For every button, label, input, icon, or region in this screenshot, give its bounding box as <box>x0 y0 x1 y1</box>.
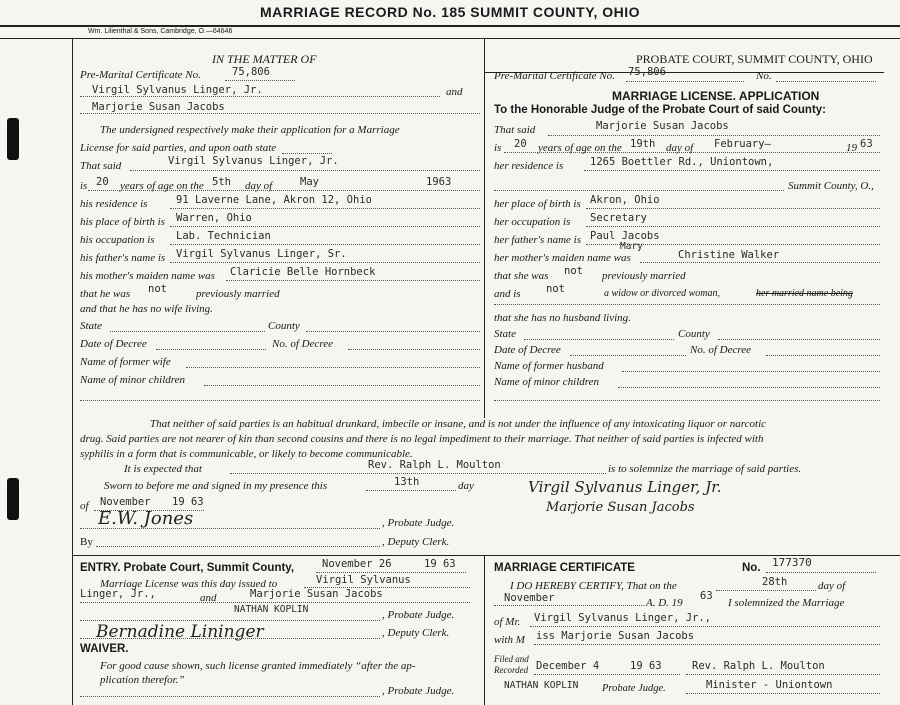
prev-married-label: that he was <box>80 288 131 300</box>
cert-probate-label: Probate Judge. <box>602 683 666 694</box>
rule <box>570 355 686 356</box>
r-that-said: That said <box>494 124 536 136</box>
day-of-label: day of <box>245 180 273 192</box>
entry-groom-a: Virgil Sylvanus <box>316 574 411 586</box>
groom-mother: Claricie Belle Hornbeck <box>230 266 376 278</box>
entry-title: ENTRY. Probate Court, Summit County, <box>80 562 295 574</box>
bride-birth-year: 63 <box>860 138 873 150</box>
bride-birth-day: 19th <box>630 138 656 150</box>
expected-label: It is expected that <box>124 463 202 475</box>
bride-mother-rest: Christine Walker <box>678 249 780 261</box>
r-state-label: State <box>494 328 516 340</box>
struck-married-name: her married name being <box>756 288 853 299</box>
waiver-line-1: For good cause shown, such license granted immediately “after the ap- <box>100 660 416 672</box>
r-no-decree-label: No. of Decree <box>690 344 751 356</box>
r-day-of-label: day of <box>666 142 694 154</box>
rule <box>534 674 680 675</box>
r-year-prefix: 19 <box>846 142 857 154</box>
rule <box>170 208 480 209</box>
rule <box>204 385 480 386</box>
entry-bride: Marjorie Susan Jacobs <box>250 588 383 600</box>
rule <box>80 113 480 114</box>
r-years-label: years of age on the <box>538 142 622 154</box>
rule <box>110 331 265 332</box>
affidavit-line-2: drug. Said parties are not nearer of kin than second cousins and there is no legal impediment to their marriage. That neither of said parties is infected with <box>80 433 764 445</box>
state-label: State <box>80 320 102 332</box>
no-husband-text: that she has no husband living. <box>494 312 631 324</box>
rule <box>96 546 380 547</box>
that-said-label: That said <box>80 160 122 172</box>
probate-judge-label: , Probate Judge. <box>382 517 455 529</box>
entry-deputy-label: , Deputy Clerk. <box>382 627 450 639</box>
rule <box>534 644 880 645</box>
r-cert-number: 75,806 <box>628 66 666 78</box>
cert-judge: NATHAN KOPLIN <box>504 680 579 691</box>
decree-label: Date of Decree <box>80 338 147 350</box>
r-residence-label: her residence is <box>494 160 564 172</box>
cert-groom: Virgil Sylvanus Linger, Jr., <box>534 612 712 624</box>
r-mother-label: her mother's maiden name was <box>494 252 631 264</box>
rule <box>584 170 880 171</box>
bride-father: Paul Jacobs <box>590 230 660 242</box>
entry-and: and <box>200 592 217 604</box>
recorded-year: 19 63 <box>630 660 662 672</box>
r-father-label: her father's name is <box>494 234 581 246</box>
rule <box>494 605 644 606</box>
rule <box>80 528 380 529</box>
rule <box>156 349 266 350</box>
rule <box>88 190 480 191</box>
deputy-signature: Bernadine Lininger <box>96 622 264 642</box>
rule <box>776 81 876 82</box>
entry-probate-label: , Probate Judge. <box>382 609 455 621</box>
application-title: MARRIAGE LICENSE. APPLICATION <box>612 89 820 103</box>
rule <box>494 400 880 401</box>
r-cert-label: Pre-Marital Certificate No. <box>494 70 615 82</box>
rule <box>366 490 456 491</box>
groom-signature: Virgil Sylvanus Linger, Jr. <box>528 478 722 496</box>
app-text: The undersigned respectively make their application for a Marriage <box>100 124 400 136</box>
rule <box>170 226 480 227</box>
r-county-label: County <box>678 328 710 340</box>
court-heading: PROBATE COURT, SUMMIT COUNTY, OHIO <box>636 52 873 66</box>
issued-text: Marriage License was this day issued to <box>100 578 278 590</box>
rule <box>530 626 880 627</box>
filed-label: Filed and <box>494 654 529 664</box>
rule <box>716 590 816 591</box>
rule <box>282 153 332 154</box>
cert-officiant: Rev. Ralph L. Moulton <box>692 660 825 672</box>
waiver-probate-label: , Probate Judge. <box>382 685 455 697</box>
bride-not: not <box>564 265 583 277</box>
affidavit-line-1: That neither of said parties is an habitual drunkard, imbecile or insane, and is not under the influence of any intoxicating liquor or narcotic <box>150 418 767 430</box>
rule <box>80 400 480 401</box>
column-divider <box>484 556 485 705</box>
county-label: County <box>268 320 300 332</box>
bride-name: Marjorie Susan Jacobs <box>92 101 225 113</box>
rule <box>686 674 880 675</box>
certificate-number: 177370 <box>772 556 812 569</box>
rule <box>80 696 380 697</box>
bride-mother-first: Mary <box>620 241 643 252</box>
entry-year: 19 63 <box>424 558 456 570</box>
waiver-line-2: plication therefor.” <box>100 674 185 686</box>
header-rule <box>0 25 900 27</box>
groom-name: Virgil Sylvanus Linger, Jr. <box>92 84 263 96</box>
rule <box>225 80 295 81</box>
rule <box>766 572 876 573</box>
bride-age: 20 <box>514 138 527 150</box>
rule <box>766 355 880 356</box>
groom-father: Virgil Sylvanus Linger, Sr. <box>176 248 347 260</box>
sworn-year: 19 63 <box>172 496 204 508</box>
left-margin-rule <box>72 38 73 705</box>
and-is-label: and is <box>494 288 521 300</box>
entry-date: November 26 <box>322 558 392 570</box>
with-label: with M <box>494 634 525 646</box>
rule <box>186 367 480 368</box>
rule <box>170 262 480 263</box>
bride-signature: Marjorie Susan Jacobs <box>546 500 695 515</box>
r-prev-married-label-b: previously married <box>602 270 686 282</box>
r-occupation-label: her occupation is <box>494 216 571 228</box>
r-birthplace-label: her place of birth is <box>494 198 581 210</box>
residence-label: his residence is <box>80 198 148 210</box>
cert-year: 63 <box>700 590 713 602</box>
cert-day: 28th <box>762 576 788 588</box>
bride-not-2: not <box>546 283 565 295</box>
cert-day-of: day of <box>818 580 846 592</box>
ad-label: A. D. 19 <box>646 597 683 609</box>
occupation-label: his occupation is <box>80 234 155 246</box>
r-no-label: No. <box>756 70 772 82</box>
rule <box>494 190 784 191</box>
r-prev-married-label: that she was <box>494 270 549 282</box>
prev-married-label-b: previously married <box>196 288 280 300</box>
affidavit-line-3: syphilis in a form that is communicable, or likely to become communicable. <box>80 448 413 460</box>
groom-birth-day: 5th <box>212 176 231 188</box>
mother-label: his mother's maiden name was <box>80 270 215 282</box>
matter-heading: IN THE MATTER OF <box>212 52 317 66</box>
rule <box>170 244 480 245</box>
rule <box>618 387 880 388</box>
no-wife-text: and that he has no wife living. <box>80 303 213 315</box>
r-minor-children-label: Name of minor children <box>494 376 599 388</box>
rule <box>640 262 880 263</box>
groom-birth-month: May <box>300 176 319 188</box>
groom-age: 20 <box>96 176 109 188</box>
and-label: and <box>446 86 463 98</box>
bride-name-2: Marjorie Susan Jacobs <box>596 120 729 132</box>
groom-residence: 91 Laverne Lane, Akron 12, Ohio <box>176 194 372 206</box>
groom-birthplace: Warren, Ohio <box>176 212 252 224</box>
rule <box>586 226 880 227</box>
by-label: By <box>80 536 93 548</box>
rule <box>504 152 880 153</box>
r-decree-label: Date of Decree <box>494 344 561 356</box>
officiant-name: Rev. Ralph L. Moulton <box>368 459 501 471</box>
groom-not: not <box>148 283 167 295</box>
rule <box>586 208 880 209</box>
rule <box>80 620 380 621</box>
rule <box>230 473 606 474</box>
punch-hole <box>7 118 19 160</box>
sworn-text: Sworn to before me and signed in my presence this <box>104 480 328 492</box>
cert-bride: iss Marjorie Susan Jacobs <box>536 630 695 642</box>
deputy-clerk-label: , Deputy Clerk. <box>382 536 450 548</box>
father-label: his father's name is <box>80 252 166 264</box>
rule <box>348 349 480 350</box>
top-rule <box>0 38 900 39</box>
day-label: day <box>458 480 474 492</box>
certificate-no-label: No. <box>742 562 761 574</box>
app-text: License for said parties, and upon oath state <box>80 142 277 154</box>
summit-label: Summit County, O., <box>788 180 874 192</box>
rule <box>494 304 880 305</box>
rule <box>622 371 880 372</box>
rule <box>80 602 470 603</box>
clerk-signature: E.W. Jones <box>98 508 194 529</box>
recorded-date: December 4 <box>536 660 600 672</box>
certify-text: I DO HEREBY CERTIFY, That on the <box>510 580 677 592</box>
cert-number: 75,806 <box>232 66 270 78</box>
minor-children-label: Name of minor children <box>80 374 185 386</box>
rule <box>80 638 380 639</box>
solemnize-text: is to solemnize the marriage of said parties. <box>608 463 802 475</box>
bride-birth-month: February— <box>714 138 771 150</box>
is-label: is <box>80 180 88 192</box>
waiver-title: WAIVER. <box>80 643 129 655</box>
cert-minister: Minister - Uniontown <box>706 679 833 691</box>
rule <box>626 81 744 82</box>
rule <box>130 170 480 171</box>
certificate-title: MARRIAGE CERTIFICATE <box>494 562 635 574</box>
rule <box>548 135 880 136</box>
sworn-month: November <box>100 496 151 508</box>
page-title: MARRIAGE RECORD No. 185 SUMMIT COUNTY, OHIO <box>259 4 641 20</box>
bride-occupation: Secretary <box>590 212 647 224</box>
rule <box>686 693 880 694</box>
cert-label: Pre-Marital Certificate No. <box>80 69 201 81</box>
r-is-label: is <box>494 142 502 154</box>
of-label: of <box>80 500 89 512</box>
birthplace-label: his place of birth is <box>80 216 165 228</box>
bride-residence: 1265 Boettler Rd., Uniontown, <box>590 156 774 168</box>
rule <box>226 280 480 281</box>
rule <box>316 572 466 573</box>
widow-text: a widow or divorced woman, <box>604 288 721 299</box>
printer-imprint: Wm. Lilienthal & Sons, Cambridge, O.—64646 <box>88 28 233 35</box>
of-mr-label: of Mr. <box>494 616 521 628</box>
rule <box>524 339 674 340</box>
rule <box>80 96 440 97</box>
recorded-label: Recorded <box>494 665 529 675</box>
former-wife-label: Name of former wife <box>80 356 171 368</box>
rule <box>718 339 880 340</box>
groom-occupation: Lab. Technician <box>176 230 271 242</box>
no-decree-label: No. of Decree <box>272 338 333 350</box>
sworn-day: 13th <box>394 476 420 488</box>
cert-month: November <box>504 592 555 604</box>
solemnized-text: I solemnized the Marriage <box>728 597 845 609</box>
bride-birthplace: Akron, Ohio <box>590 194 660 206</box>
former-husband-label: Name of former husband <box>494 360 604 372</box>
groom-birth-year: 1963 <box>426 176 452 188</box>
column-divider <box>484 38 485 418</box>
entry-judge: NATHAN KOPLIN <box>234 604 309 615</box>
punch-hole <box>7 478 19 520</box>
application-subtitle: To the Honorable Judge of the Probate Court of said County: <box>494 104 827 116</box>
entry-groom-b: Linger, Jr., <box>80 588 156 600</box>
years-label: years of age on the <box>120 180 204 192</box>
rule <box>306 331 480 332</box>
groom-name-2: Virgil Sylvanus Linger, Jr. <box>168 155 339 167</box>
